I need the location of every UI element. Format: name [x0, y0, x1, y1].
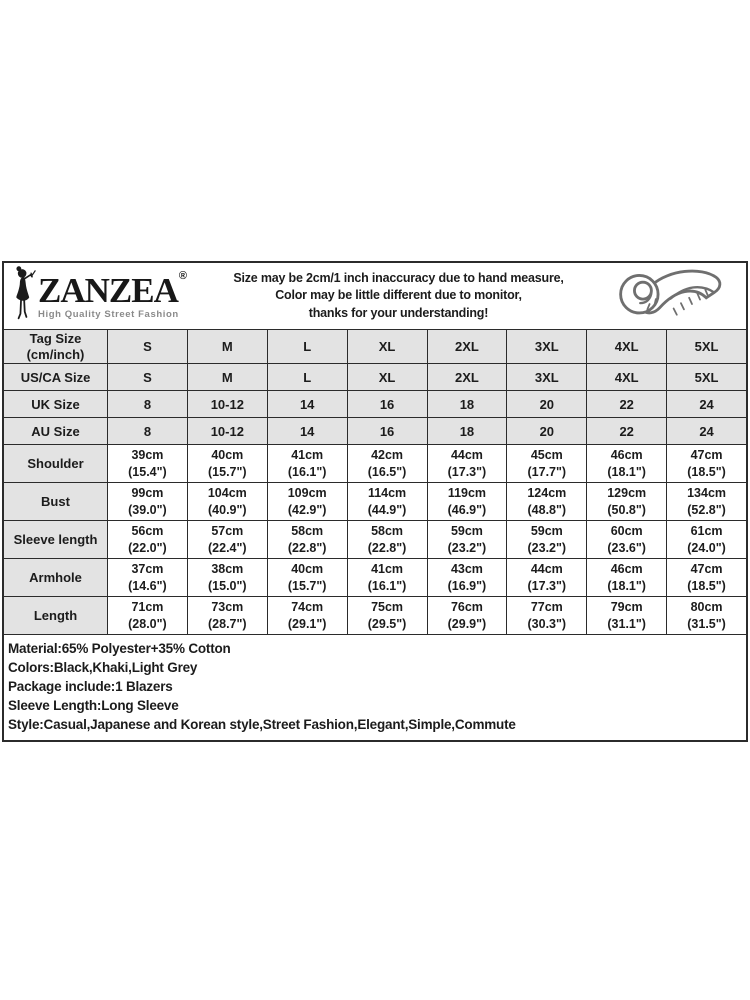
- table-cell: 8: [107, 390, 187, 417]
- table-cell: M: [187, 363, 267, 390]
- table-cell: 109cm (42.9"): [267, 482, 347, 520]
- row-label-cell: Sleeve length: [4, 520, 107, 558]
- brand-text: [38, 269, 186, 320]
- table-cell: 76cm (29.9"): [427, 596, 507, 634]
- table-cell: 43cm (16.9"): [427, 558, 507, 596]
- disclaimer-line-3: thanks for your understanding!: [308, 305, 489, 320]
- table-cell: 16: [347, 390, 427, 417]
- table-cell: 119cm (46.9"): [427, 482, 507, 520]
- row-label-cell: Shoulder: [4, 444, 107, 482]
- table-cell: 46cm (18.1"): [586, 444, 666, 482]
- table-cell: 14: [267, 417, 347, 444]
- table-row: [4, 596, 746, 634]
- table-row: [4, 390, 746, 417]
- table-cell: 8: [107, 417, 187, 444]
- table-cell: 40cm (15.7"): [267, 558, 347, 596]
- table-cell: 58cm (22.8"): [267, 520, 347, 558]
- table-cell: 45cm (17.7"): [506, 444, 586, 482]
- brand-tagline: High Quality Street Fashion: [38, 308, 179, 320]
- table-cell: 129cm (50.8"): [586, 482, 666, 520]
- table-cell: 2XL: [427, 329, 507, 363]
- table-row: [4, 329, 746, 363]
- table-cell: 41cm (16.1"): [267, 444, 347, 482]
- table-cell: 18: [427, 390, 507, 417]
- table-cell: 10-12: [187, 417, 267, 444]
- table-row: [4, 363, 746, 390]
- brand-logo: [4, 265, 209, 328]
- table-cell: 47cm (18.5"): [666, 558, 746, 596]
- table-cell: 47cm (18.5"): [666, 444, 746, 482]
- row-label-cell: UK Size: [4, 390, 107, 417]
- table-cell: 41cm (16.1"): [347, 558, 427, 596]
- table-cell: S: [107, 363, 187, 390]
- table-cell: L: [267, 363, 347, 390]
- table-cell: 61cm (24.0"): [666, 520, 746, 558]
- table-cell: 44cm (17.3"): [506, 558, 586, 596]
- table-cell: 73cm (28.7"): [187, 596, 267, 634]
- table-cell: XL: [347, 329, 427, 363]
- woman-silhouette-icon: [11, 265, 37, 328]
- table-cell: M: [187, 329, 267, 363]
- table-cell: 60cm (23.6"): [586, 520, 666, 558]
- table-cell: 46cm (18.1"): [586, 558, 666, 596]
- detail-sleeve-length: Sleeve Length:Long Sleeve: [8, 698, 179, 713]
- table-cell: 5XL: [666, 363, 746, 390]
- table-cell: 80cm (31.5"): [666, 596, 746, 634]
- brand-name: ZANZEA ®: [38, 269, 186, 310]
- table-cell: 71cm (28.0"): [107, 596, 187, 634]
- table-cell: 59cm (23.2"): [427, 520, 507, 558]
- detail-package: Package include:1 Blazers: [8, 679, 173, 694]
- table-cell: 22: [586, 390, 666, 417]
- table-row: [4, 482, 746, 520]
- table-cell: 77cm (30.3"): [506, 596, 586, 634]
- table-cell: 2XL: [427, 363, 507, 390]
- size-table: [4, 329, 746, 634]
- table-cell: 10-12: [187, 390, 267, 417]
- table-cell: 57cm (22.4"): [187, 520, 267, 558]
- table-cell: 38cm (15.0"): [187, 558, 267, 596]
- disclaimer-text: [209, 270, 588, 323]
- table-cell: 37cm (14.6"): [107, 558, 187, 596]
- table-cell: 40cm (15.7"): [187, 444, 267, 482]
- registered-mark: ®: [178, 269, 186, 282]
- table-cell: 24: [666, 417, 746, 444]
- disclaimer-line-2: Color may be little different due to monitor,: [275, 288, 522, 303]
- table-row: [4, 444, 746, 482]
- table-cell: 3XL: [506, 363, 586, 390]
- table-cell: 99cm (39.0"): [107, 482, 187, 520]
- table-cell: 4XL: [586, 329, 666, 363]
- table-cell: 104cm (40.9"): [187, 482, 267, 520]
- header-band: [4, 263, 746, 329]
- disclaimer-line-1: Size may be 2cm/1 inch inaccuracy due to hand measure,: [233, 270, 564, 285]
- table-cell: XL: [347, 363, 427, 390]
- row-label-cell: Tag Size (cm/inch): [4, 329, 107, 363]
- table-cell: 79cm (31.1"): [586, 596, 666, 634]
- table-cell: 20: [506, 417, 586, 444]
- row-label-cell: US/CA Size: [4, 363, 107, 390]
- table-row: [4, 417, 746, 444]
- table-cell: 16: [347, 417, 427, 444]
- detail-style: Style:Casual,Japanese and Korean style,Street Fashion,Elegant,Simple,Commute: [8, 717, 516, 732]
- table-cell: 44cm (17.3"): [427, 444, 507, 482]
- product-details: [4, 634, 746, 740]
- detail-colors: Colors:Black,Khaki,Light Grey: [8, 660, 198, 675]
- size-chart-sheet: [2, 261, 748, 742]
- table-cell: 4XL: [586, 363, 666, 390]
- table-cell: L: [267, 329, 347, 363]
- row-label-cell: Length: [4, 596, 107, 634]
- table-cell: 58cm (22.8"): [347, 520, 427, 558]
- table-cell: 22: [586, 417, 666, 444]
- table-cell: 18: [427, 417, 507, 444]
- table-cell: S: [107, 329, 187, 363]
- table-cell: 59cm (23.2"): [506, 520, 586, 558]
- row-label-cell: Bust: [4, 482, 107, 520]
- table-cell: 75cm (29.5"): [347, 596, 427, 634]
- table-row: [4, 558, 746, 596]
- tape-measure-icon: [588, 263, 746, 329]
- table-cell: 56cm (22.0"): [107, 520, 187, 558]
- table-cell: 5XL: [666, 329, 746, 363]
- table-row: [4, 520, 746, 558]
- table-cell: 124cm (48.8"): [506, 482, 586, 520]
- table-cell: 134cm (52.8"): [666, 482, 746, 520]
- table-cell: 20: [506, 390, 586, 417]
- row-label-cell: Armhole: [4, 558, 107, 596]
- row-label-cell: AU Size: [4, 417, 107, 444]
- table-cell: 39cm (15.4"): [107, 444, 187, 482]
- table-cell: 114cm (44.9"): [347, 482, 427, 520]
- table-cell: 24: [666, 390, 746, 417]
- detail-material: Material:65% Polyester+35% Cotton: [8, 641, 231, 656]
- table-cell: 14: [267, 390, 347, 417]
- table-cell: 3XL: [506, 329, 586, 363]
- table-cell: 74cm (29.1"): [267, 596, 347, 634]
- table-cell: 42cm (16.5"): [347, 444, 427, 482]
